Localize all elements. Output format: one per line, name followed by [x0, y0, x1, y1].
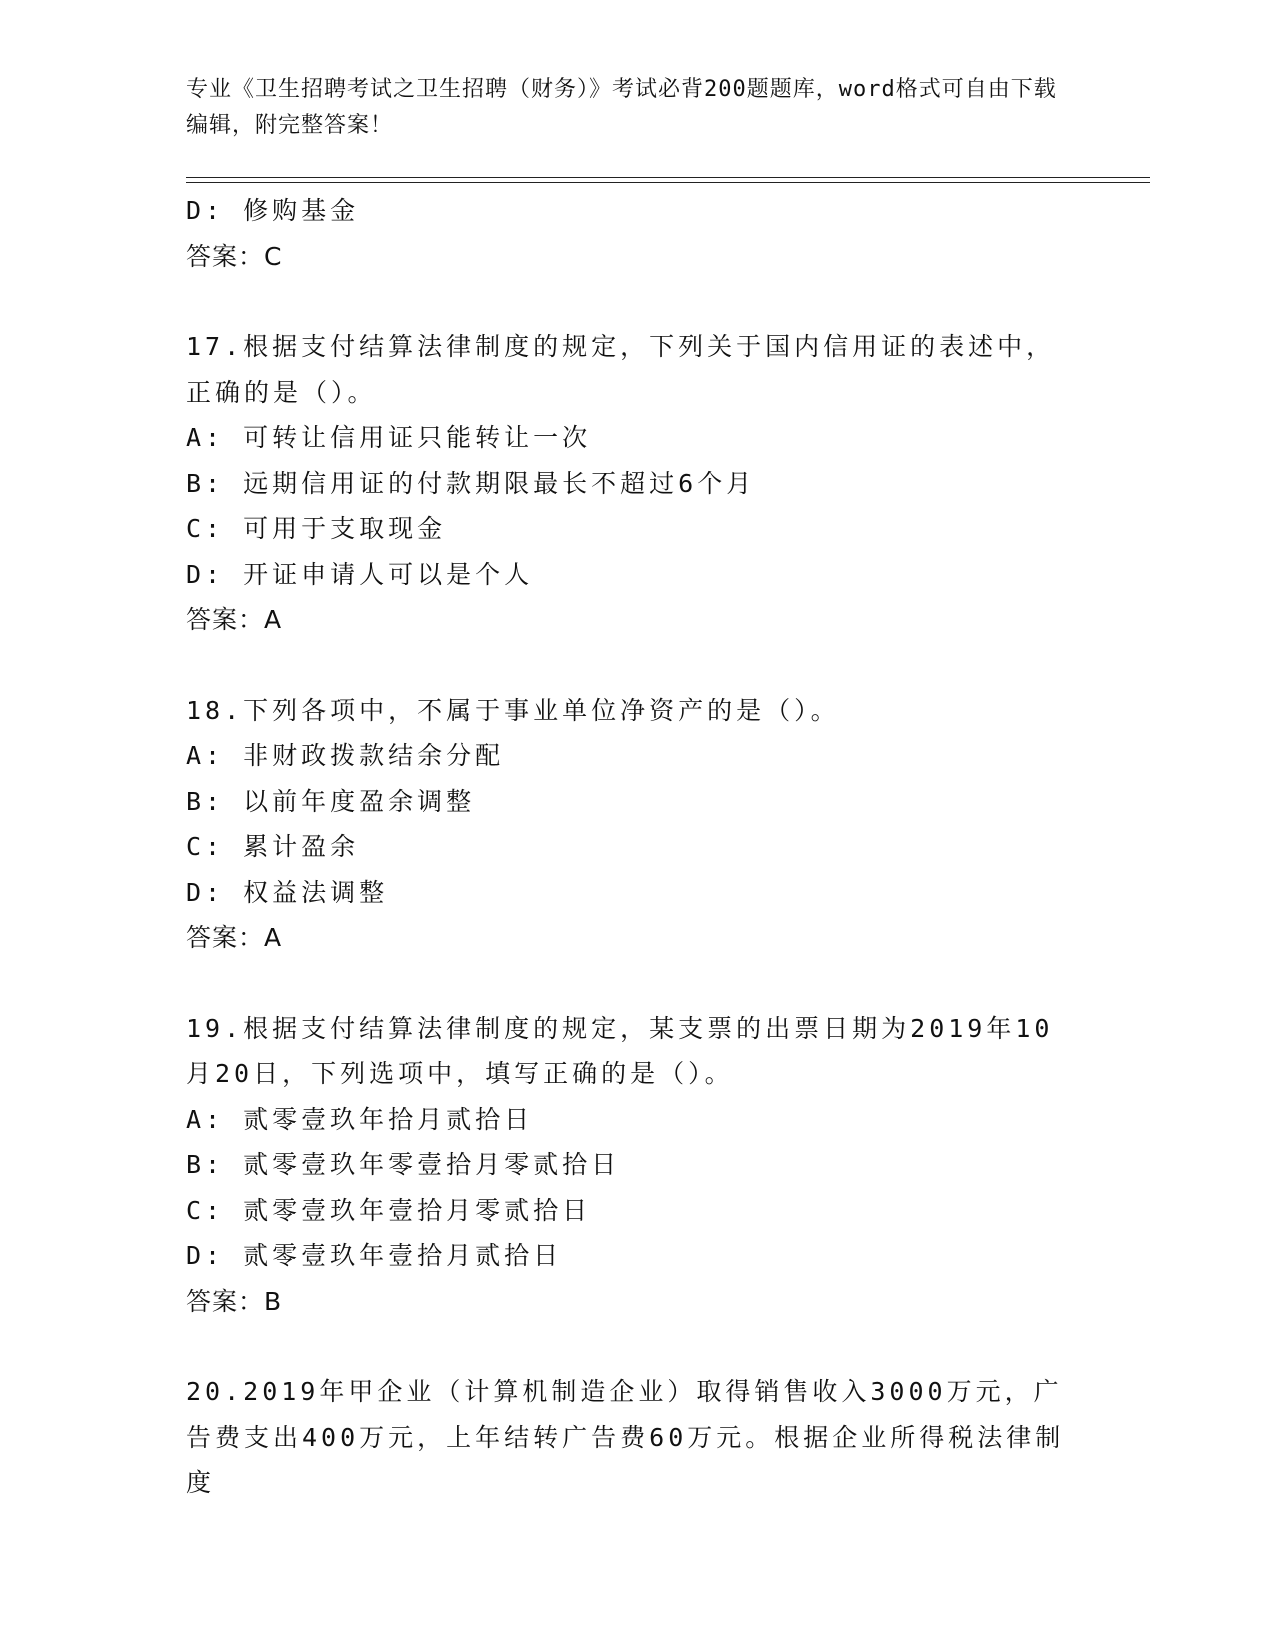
- option-a: A: 贰零壹玖年拾月贰拾日: [186, 1104, 534, 1134]
- option-a: A: 可转让信用证只能转让一次: [186, 423, 592, 452]
- option-b: B: 以前年度盈余调整: [186, 786, 476, 816]
- question-text: 19.根据支付结算法律制度的规定，某支票的出票日期为2019年10月20日，下列选项中，填写正确的是（）。: [186, 1013, 1054, 1088]
- answer-line: 答案：A: [186, 923, 283, 952]
- question-17: [186, 324, 1086, 643]
- option-d: D: 贰零壹玖年壹拾月贰拾日: [186, 1241, 563, 1270]
- question-18: [186, 688, 1086, 961]
- question-text: 18.下列各项中，不属于事业单位净资产的是（）。: [186, 695, 840, 725]
- option-c: C: 贰零壹玖年壹拾月零贰拾日: [186, 1195, 592, 1225]
- option-d: D: 修购基金: [186, 196, 360, 225]
- option-d: D: 开证申请人可以是个人: [186, 559, 534, 589]
- option-c: C: 可用于支取现金: [186, 514, 447, 543]
- answer-line: 答案：A: [186, 605, 283, 634]
- header-rule-bottom: [186, 182, 1150, 183]
- option-c: C: 累计盈余: [186, 832, 360, 861]
- question-text: 17.根据支付结算法律制度的规定，下列关于国内信用证的表述中，正确的是（）。: [186, 332, 1056, 407]
- question-text: 20.2019年甲企业（计算机制造企业）取得销售收入3000万元，广告费支出400万元，上年结转广告费60万元。根据企业所得税法律制度: [186, 1377, 1065, 1497]
- header-rule-top: [186, 177, 1150, 178]
- option-d: D: 权益法调整: [186, 877, 389, 907]
- option-b: B: 远期信用证的付款期限最长不超过6个月: [186, 468, 756, 498]
- option-b: B: 贰零壹玖年零壹拾月零贰拾日: [186, 1150, 621, 1179]
- document-content: [186, 188, 1086, 1506]
- option-a: A: 非财政拨款结余分配: [186, 741, 505, 770]
- question-20: [186, 1369, 1086, 1506]
- answer-line: 答案：B: [186, 1286, 283, 1316]
- question-19: [186, 1006, 1086, 1325]
- document-header: 专业《卫生招聘考试之卫生招聘（财务）》考试必背200题题库，word格式可自由下载编辑，附完整答案！: [186, 77, 1057, 138]
- answer-line: 答案：C: [186, 241, 283, 271]
